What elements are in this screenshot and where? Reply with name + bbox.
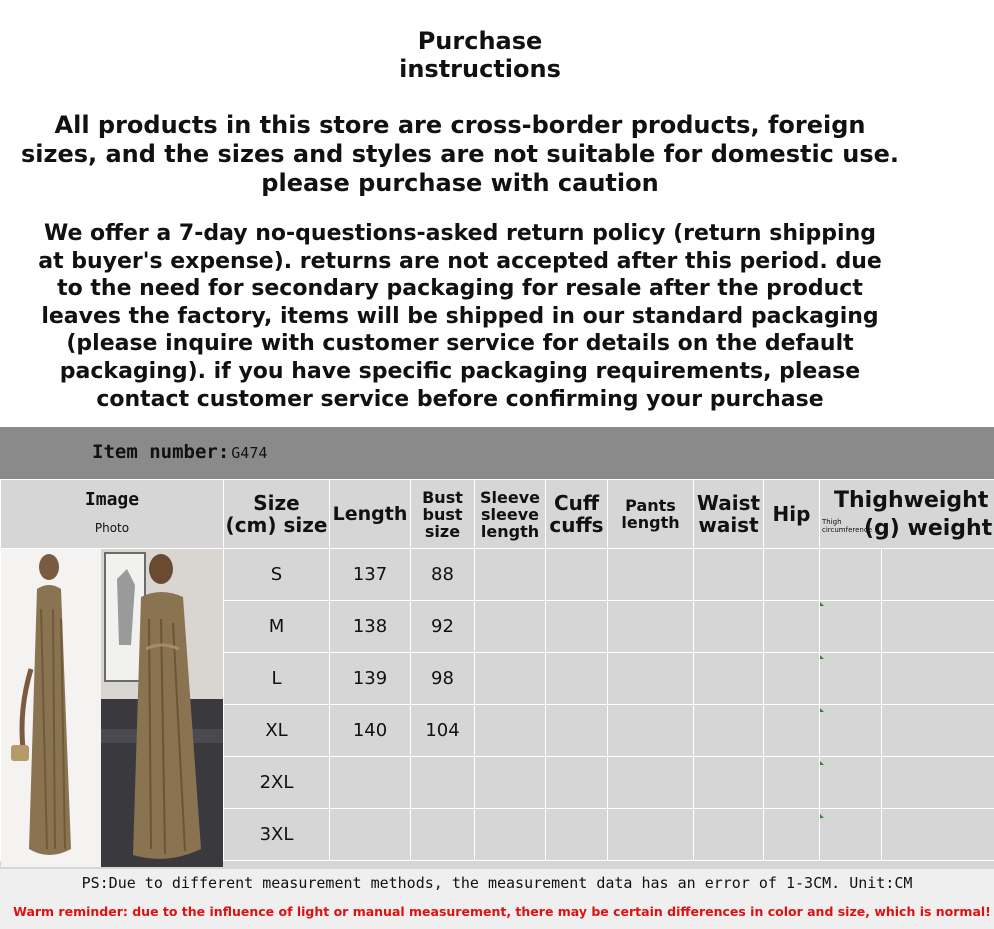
empty-cell [546,809,608,861]
length-cell: 137 [330,549,411,601]
empty-cell [820,705,882,757]
empty-cell [546,549,608,601]
item-number-label: Item number: [92,441,230,463]
length-cell: 139 [330,653,411,705]
bust-header: Bust bust size [411,480,475,549]
bust-cell [411,809,475,861]
size-cell: L [224,653,330,705]
length-header: Length [330,480,411,549]
empty-cell [694,705,764,757]
cell-marker [820,761,824,765]
hip-header: Hip [764,480,820,549]
cell-marker [820,602,824,606]
waist-header: Waist waist [694,480,764,549]
empty-cell [608,705,694,757]
empty-cell [694,549,764,601]
bust-cell: 104 [411,705,475,757]
bust-cell: 98 [411,653,475,705]
length-cell: 138 [330,601,411,653]
empty-cell [764,705,820,757]
cell-marker [820,655,824,659]
table-header-row [1,480,994,549]
empty-cell [764,601,820,653]
empty-cell [475,549,546,601]
table-row [1,549,994,601]
empty-cell [608,653,694,705]
empty-cell [608,757,694,809]
gown-photo-illustration [1,549,223,867]
empty-cell [608,549,694,601]
product-photo [1,549,223,867]
page-title: Purchase instructions [399,27,561,83]
empty-cell [882,653,994,705]
empty-cell [694,653,764,705]
empty-cell [820,809,882,861]
empty-cell [882,601,994,653]
cross-border-warning: All products in this store are cross-border products, foreign sizes, and the sizes and styles are not suitable for domestic use. please purchase with caution [20,111,900,197]
empty-cell [882,809,994,861]
size-cell: XL [224,705,330,757]
empty-cell [475,653,546,705]
empty-cell [764,809,820,861]
empty-cell [820,653,882,705]
length-cell [330,809,411,861]
empty-cell [694,757,764,809]
product-photo-cell [1,549,224,861]
empty-cell [546,653,608,705]
image-header: Image Photo [1,480,224,549]
cell-marker [820,814,824,818]
thigh-weight-header: Thighweight Thigh circumference (g) weight [820,480,994,549]
cuff-header: Cuff cuffs [546,480,608,549]
empty-cell [882,757,994,809]
bust-cell [411,757,475,809]
size-cell: M [224,601,330,653]
measurement-note: PS:Due to different measurement methods, the measurement data has an error of 1-3CM. Unit:CM [81,874,913,892]
empty-cell [694,601,764,653]
warm-reminder: Warm reminder: due to the influence of light or manual measurement, there may be certain differences in color and size, which is normal! [13,904,991,919]
empty-cell [820,549,882,601]
empty-cell [764,757,820,809]
empty-cell [882,549,994,601]
empty-cell [475,757,546,809]
empty-cell [546,601,608,653]
empty-cell [475,601,546,653]
empty-cell [820,757,882,809]
empty-cell [820,601,882,653]
empty-cell [546,757,608,809]
length-cell: 140 [330,705,411,757]
sleeve-header: Sleeve sleeve length [475,480,546,549]
size-cell: S [224,549,330,601]
empty-cell [475,809,546,861]
empty-cell [882,705,994,757]
empty-cell [546,705,608,757]
empty-cell [764,653,820,705]
empty-cell [764,549,820,601]
size-cell: 2XL [224,757,330,809]
bust-cell: 92 [411,601,475,653]
cell-marker [820,708,824,712]
empty-cell [608,809,694,861]
size-cell: 3XL [224,809,330,861]
item-number [92,441,267,463]
size-chart-table [0,479,994,861]
bust-cell: 88 [411,549,475,601]
empty-cell [694,809,764,861]
return-policy-text: We offer a 7-day no-questions-asked return policy (return shipping at buyer's expense). returns are not accepted after this period. due to the need for secondary packaging for resale after the product leaves the factory, items will be shipped in our standard packaging (please inquire with customer service for details on the default packaging). if you have specific packaging requirements, please contact customer service before confirming your purchase [38,221,882,412]
empty-cell [608,601,694,653]
pants-length-header: Pants length [608,480,694,549]
length-cell [330,757,411,809]
size-header: Size (cm) size [224,480,330,549]
empty-cell [475,705,546,757]
item-number-value: G474 [231,444,268,462]
